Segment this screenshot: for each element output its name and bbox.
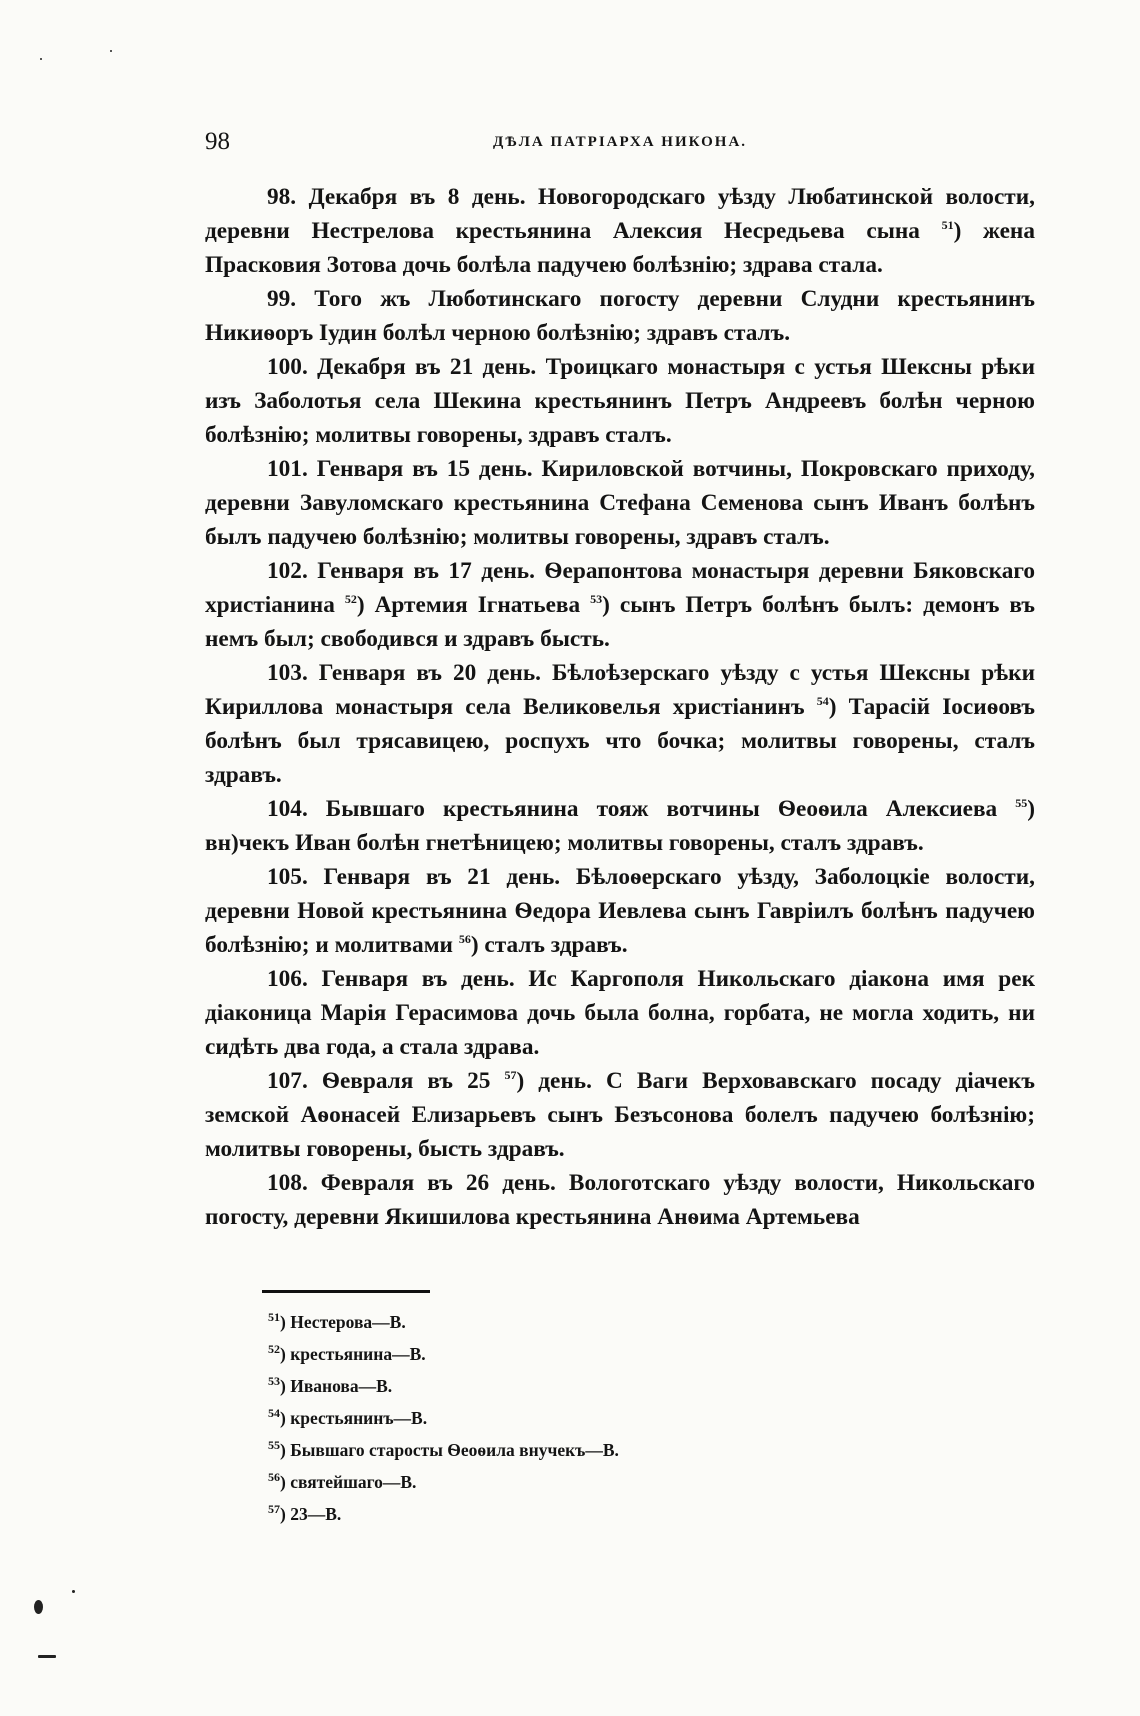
scan-speck [38, 1655, 56, 1658]
entry-103: 103. Генваря въ 20 день. Бѣлоѣзерскаго уѣзду с устья Шексны рѣки Кириллова монастыря села Великовелья христіанинъ $^{54}$) Тарасій Іосиѳовъ болѣнъ был трясавицею, роспухъ что бочка; молитвы говорены, сталъ здравъ. [205, 660, 1035, 788]
page-header [205, 128, 1035, 164]
scan-speck [34, 1600, 43, 1614]
footnote-51: $^{51}$) Нестерова—В. [268, 1310, 406, 1332]
entry-106: 106. Генваря въ день. Ис Каргополя Никольскаго діакона имя рек діаконица Марія Герасимова дочь была болна, горбата, не могла ходить, ни сидѣть два года, а стала здрава. [205, 966, 1035, 1060]
footnote-ref-54: 54 [816, 694, 829, 709]
footnote-ref-51: 51 [941, 218, 954, 233]
footnote-ref-52: 52 [344, 592, 357, 607]
entry-99: 99. Того жъ Люботинскаго погосту деревни Слудни крестьянинъ Никиѳоръ Іудин болѣл черною болѣзнію; здравъ сталъ. [205, 286, 1035, 346]
footnote-ref-55: 55 [1015, 796, 1028, 811]
footnote-52: $^{52}$) крестьянина—В. [268, 1342, 426, 1364]
entry-108: 108. Февраля въ 26 день. Вологотскаго уѣзду волости, Никольскаго погосту, деревни Якишилова крестьянина Анѳима Артемьева [205, 1170, 1035, 1230]
footnote-54: $^{54}$) крестьянинъ—В. [268, 1406, 428, 1428]
footnote-55: $^{55}$) Бывшаго старосты Ѳеоѳила внучекъ—В. [268, 1438, 619, 1460]
scan-speck [72, 1590, 75, 1593]
footnote-divider [262, 1290, 430, 1293]
entry-100: 100. Декабря въ 21 день. Троицкаго монастыря с устья Шексны рѣки изъ Заболотья села Шекина крестьянинъ Петръ Андреевъ болѣн черною болѣзнію; молитвы говорены, здравъ сталъ. [205, 354, 1035, 448]
entry-102: 102. Генваря въ 17 день. Ѳерапонтова монастыря деревни Бяковскаго христіанина $^{52}$) Артемия Ігнатьева $^{53}$) сынъ Петръ болѣнъ былъ: демонъ въ немъ был; свободився и здравъ бысть. [205, 558, 1035, 652]
entry-98: 98. Декабря въ 8 день. Новогородскаго уѣзду Любатинской волости, деревни Нестрелова крестьянина Алексия Несредьева сына $^{51}$) жена Прасковия Зотова дочь болѣла падучею болѣзнію; здрава стала. [205, 184, 1035, 278]
scan-speck [40, 58, 42, 60]
entry-101: 101. Генваря въ 15 день. Кириловской вотчины, Покровскаго приходу, деревни Завуломскаго крестьянина Стефана Семенова сынъ Иванъ болѣнъ былъ падучею болѣзнію; молитвы говорены, здравъ сталъ. [205, 456, 1035, 550]
footnote-56: $^{56}$) святейшаго—В. [268, 1470, 417, 1492]
footnotes [268, 1306, 968, 1530]
footnote-ref-56: 56 [458, 932, 471, 947]
scan-speck [110, 50, 112, 52]
footnote-53: $^{53}$) Иванова—В. [268, 1374, 393, 1396]
footnote-ref-53: 53 [590, 592, 603, 607]
entry-104: 104. Бывшаго крестьянина тояж вотчины Ѳеоѳила Алексиева $^{55}$) вн)чекъ Иван болѣн гнетѣницею; молитвы говорены, сталъ здравъ. [205, 796, 1035, 856]
running-title: ДѢЛА ПАТРІАРХА НИКОНА. [492, 134, 748, 150]
entry-107: 107. Ѳевраля въ 25 $^{57}$) день. С Ваги Верховавскаго посаду діачекъ земской Аѳонасей Елизарьевъ сынъ Безъсонова болелъ падучею болѣзнію; молитвы говорены, бысть здравъ. [205, 1068, 1035, 1162]
page-number: 98 [205, 128, 230, 155]
main-text [205, 180, 1035, 1234]
footnote-ref-57: 57 [504, 1068, 517, 1083]
entry-105: 105. Генваря въ 21 день. Бѣлоѳерскаго уѣзду, Заболоцкіе волости, деревни Новой крестьянина Ѳедора Иевлева сынъ Гавріилъ болѣнъ падучею болѣзнію; и молитвами $^{56}$) сталъ здравъ. [205, 864, 1035, 958]
footnote-57: $^{57}$) 23—В. [268, 1502, 342, 1524]
